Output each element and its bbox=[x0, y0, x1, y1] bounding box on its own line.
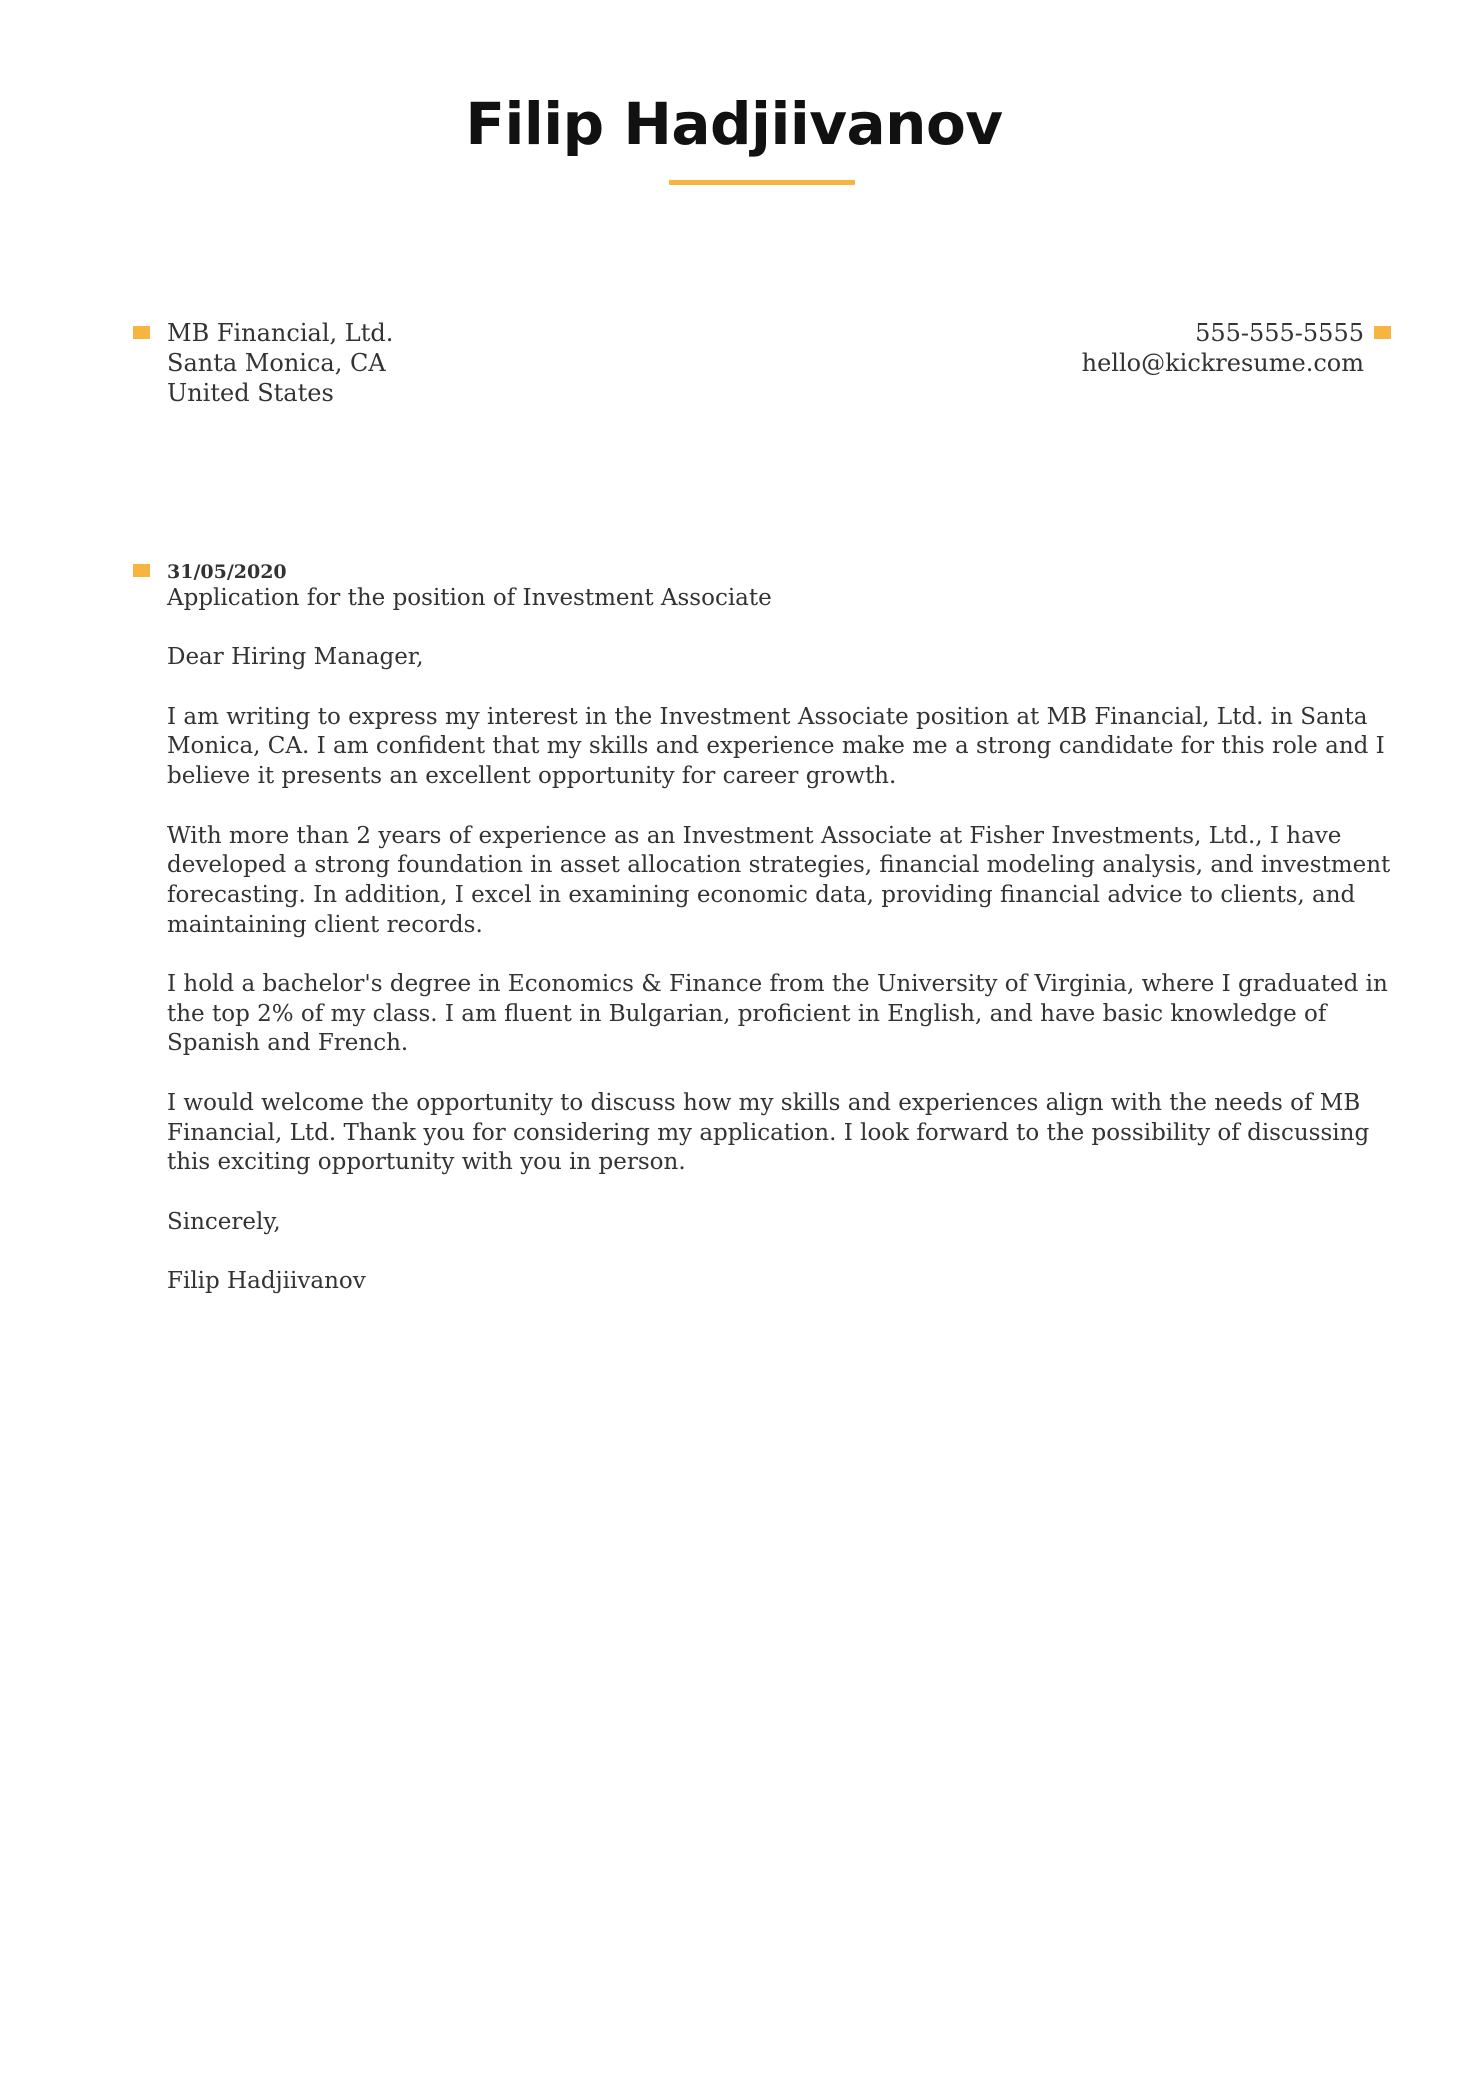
letter-subject: Application for the position of Investment Associate bbox=[167, 585, 772, 611]
applicant-name: Filip Hadjiivanov bbox=[465, 90, 1003, 158]
paragraph-line: developed a strong foundation in asset allocation strategies, financial modeling analysis, and investment bbox=[167, 852, 1391, 879]
paragraph-line: maintaining client records. bbox=[167, 911, 483, 938]
paragraph-line: I hold a bachelor's degree in Economics & Finance from the University of Virginia, where I graduated in bbox=[167, 971, 1388, 998]
recipient-company: MB Financial, Ltd. bbox=[167, 319, 394, 347]
letter-closing: Sincerely, bbox=[167, 1208, 281, 1235]
recipient-city: Santa Monica, CA bbox=[167, 349, 386, 377]
letter-body bbox=[167, 584, 1391, 1326]
body-paragraph bbox=[167, 703, 1385, 792]
recipient-marker-icon bbox=[133, 326, 150, 339]
contact-email: hello@kickresume.com bbox=[1081, 349, 1364, 377]
date-marker-icon bbox=[133, 564, 150, 577]
body-paragraph bbox=[167, 822, 1391, 941]
paragraph-line: the top 2% of my class. I am fluent in Bulgarian, proficient in English, and have basic knowledge of bbox=[167, 1000, 1327, 1027]
paragraph-line: Spanish and French. bbox=[167, 1030, 409, 1057]
contact-info bbox=[1082, 318, 1364, 378]
letter-signature: Filip Hadjiivanov bbox=[167, 1268, 366, 1295]
body-paragraph bbox=[167, 970, 1388, 1059]
contact-phone: 555-555-5555 bbox=[1195, 319, 1364, 347]
paragraph-line: I am writing to express my interest in the Investment Associate position at MB Financial, Ltd. in Santa bbox=[167, 703, 1368, 730]
paragraph-line: I would welcome the opportunity to discuss how my skills and experiences align with the needs of MB bbox=[167, 1089, 1361, 1116]
paragraph-line: forecasting. In addition, I excel in examining economic data, providing financial advice to clients, and bbox=[167, 881, 1356, 908]
letter-date: 31/05/2020 bbox=[167, 561, 287, 583]
recipient-country: United States bbox=[167, 379, 334, 407]
letter-salutation: Dear Hiring Manager, bbox=[167, 644, 424, 671]
paragraph-line: this exciting opportunity with you in person. bbox=[167, 1149, 686, 1176]
name-underline-divider bbox=[669, 180, 855, 185]
recipient-address bbox=[167, 318, 393, 408]
contact-marker-icon bbox=[1374, 326, 1391, 339]
paragraph-line: Monica, CA. I am confident that my skills and experience make me a strong candidate for this role and I bbox=[167, 733, 1385, 760]
paragraph-line: believe it presents an excellent opportunity for career growth. bbox=[167, 763, 897, 790]
paragraph-line: Financial, Ltd. Thank you for considering my application. I look forward to the possibility of discussing bbox=[167, 1119, 1370, 1146]
paragraph-line: With more than 2 years of experience as an Investment Associate at Fisher Investments, Ltd., I have bbox=[167, 822, 1342, 849]
body-paragraph bbox=[167, 1089, 1370, 1178]
